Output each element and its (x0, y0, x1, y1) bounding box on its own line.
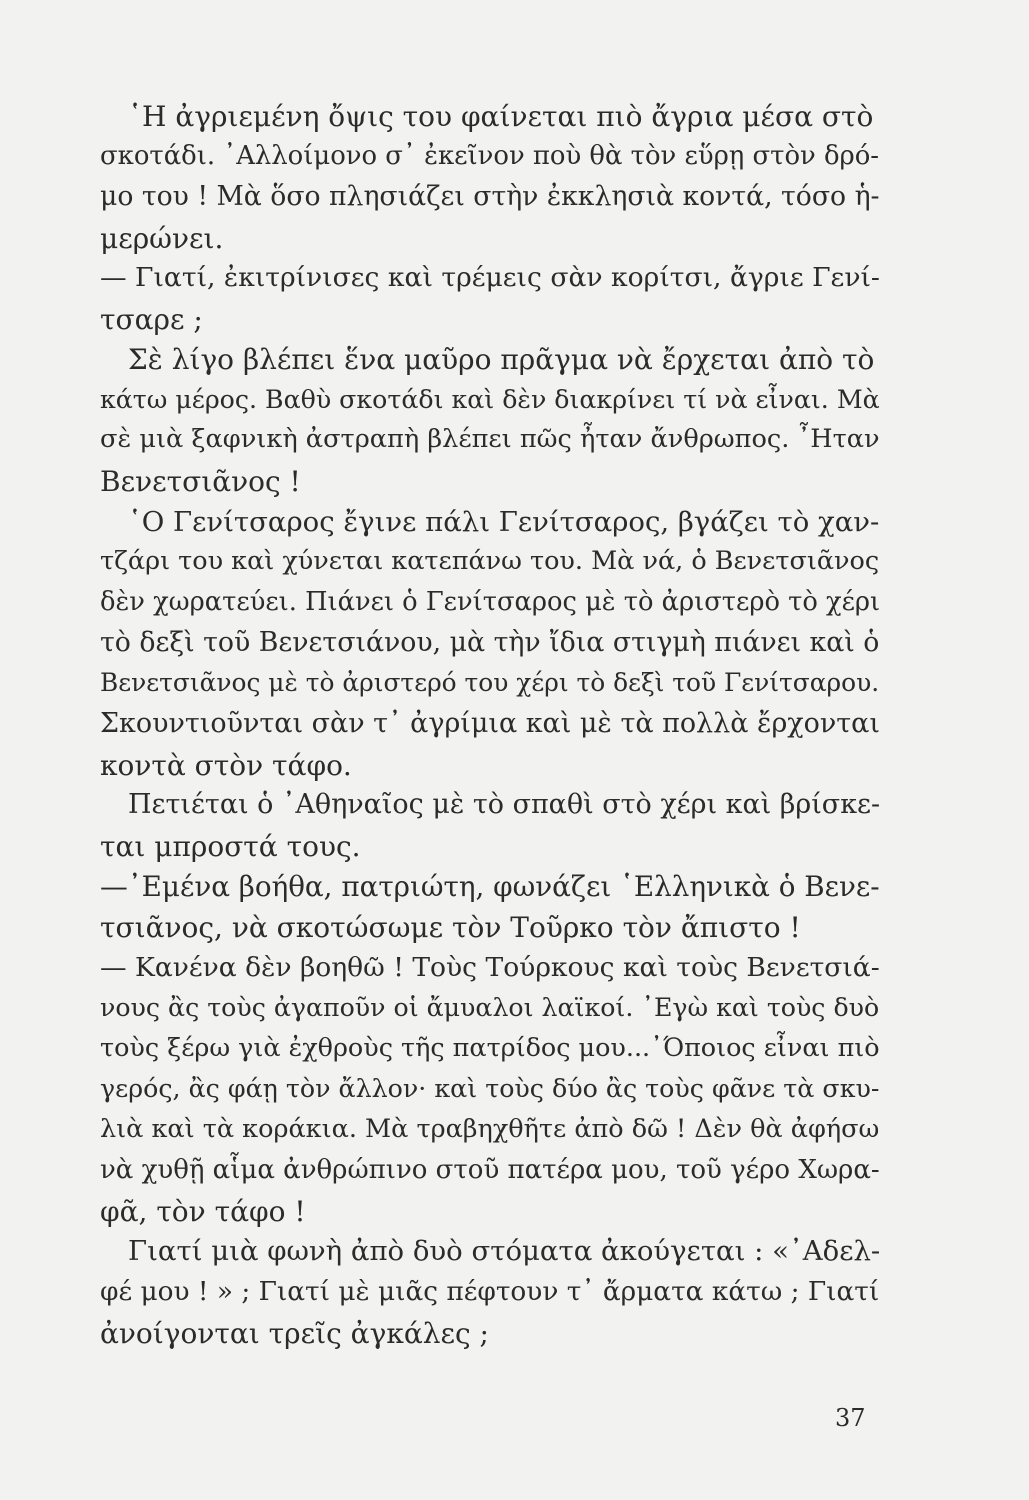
text-line: σκοτάδι. ᾿Αλλοίμονο σ᾿ ἐκεῖνον ποὺ θὰ τὸν εὕρῃ στὸν δρό- (100, 140, 880, 171)
text-line: ῾Ο Γενίτσαρος ἔγινε πάλι Γενίτσαρος, βγάζει τὸ χαν- (128, 505, 880, 538)
text-line: φέ μου ! » ; Γιατί μὲ μιᾶς πέφτουν τ᾿ ἄρματα κάτω ; Γιατί (100, 1276, 880, 1307)
text-line: νὰ χυθῇ αἷμα ἀνθρώπινο στοῦ πατέρα μου, τοῦ γέρο Χωρα- (100, 1155, 880, 1186)
text-line: Γιατί μιὰ φωνὴ ἀπὸ δυὸ στόματα ἀκούγεται : «᾿Αδελ- (128, 1235, 881, 1268)
text-line: κοντὰ στὸν τάφο. (100, 748, 352, 782)
text-line: Βενετσιᾶνος μὲ τὸ ἀριστερό του χέρι τὸ δεξὶ τοῦ Γενίτσαρου. (100, 667, 880, 697)
text-line: Πετιέται ὁ ᾿Αθηναῖος μὲ τὸ σπαθὶ στὸ χέρι καὶ βρίσκε- (128, 789, 881, 821)
text-line: — Γιατί, ἐκιτρίνισες καὶ τρέμεις σὰν κορίτσι, ἄγριε Γενί- (100, 262, 880, 294)
text-line: ται μπροστά τους. (100, 829, 361, 863)
text-line: —᾿Εμένα βοήθα, πατριώτη, φωνάζει ῾Ελληνικὰ ὁ Βενε- (100, 870, 880, 904)
text-line: τσαρε ; (100, 302, 203, 336)
text-line: τὸ δεξὶ τοῦ Βενετσιάνου, μὰ τὴν ἴδια στιγμὴ πιάνει καὶ ὁ (100, 627, 880, 659)
text-line: Βενετσιᾶνος ! (100, 464, 301, 498)
text-line: μο του ! Μὰ ὅσο πλησιάζει στὴν ἐκκλησιὰ κοντά, τόσο ἡ- (100, 181, 880, 213)
text-line: τσιᾶνος, νὰ σκοτώσωμε τὸν Τοῦρκο τὸν ἄπιστο ! (100, 911, 801, 944)
text-line: δὲν χωρατεύει. Πιάνει ὁ Γενίτσαρος μὲ τὸ ἀριστερὸ τὸ χέρι (100, 586, 881, 617)
text-line: τοὺς ξέρω γιὰ ἐχθροὺς τῆς πατρίδος μου...᾿Όποιος εἶναι πιὸ (100, 1032, 880, 1063)
text-line: γερός, ἂς φάῃ τὸν ἄλλον· καὶ τοὺς δύο ἂς τοὺς φᾶνε τὰ σκυ- (100, 1074, 880, 1104)
text-line: νους ἂς τοὺς ἀγαποῦν οἱ ἄμυαλοι λαϊκοί. ᾿Εγὼ καὶ τοὺς δυὸ (100, 993, 880, 1023)
text-line: φᾶ, τὸν τάφο ! (100, 1194, 306, 1228)
text-line: σὲ μιὰ ξαφνικὴ ἀστραπὴ βλέπει πῶς ἦταν ἄνθρωπος. ῏Ηταν (100, 424, 880, 455)
text-line: λιὰ καὶ τὰ κοράκια. Μὰ τραβηχθῆτε ἀπὸ δῶ ! Δὲν θὰ ἀφήσω (100, 1113, 880, 1144)
text-line: μερώνει. (100, 221, 224, 255)
text-line: ῾Η ἀγριεμένη ὄψις του φαίνεται πιὸ ἄγρια μέσα στὸ (128, 100, 874, 133)
text-line: Σὲ λίγο βλέπει ἕνα μαῦρο πρᾶγμα νὰ ἔρχεται ἀπὸ τὸ (128, 343, 875, 377)
text-line: τζάρι του καὶ χύνεται κατεπάνω του. Μὰ νά, ὁ Βενετσιᾶνος (100, 546, 880, 577)
text-line: ἀνοίγονται τρεῖς ἀγκάλες ; (100, 1316, 489, 1350)
text-line: — Κανένα δὲν βοηθῶ ! Τοὺς Τούρκους καὶ τοὺς Βενετσιά- (100, 951, 880, 983)
text-line: Σκουντιοῦνται σὰν τ᾿ ἀγρίμια καὶ μὲ τὰ πολλὰ ἔρχονται (100, 708, 880, 740)
text-line: κάτω μέρος. Βαθὺ σκοτάδι καὶ δὲν διακρίνει τί νὰ εἶναι. Μὰ (100, 384, 880, 414)
page-number: 37 (835, 1404, 866, 1432)
